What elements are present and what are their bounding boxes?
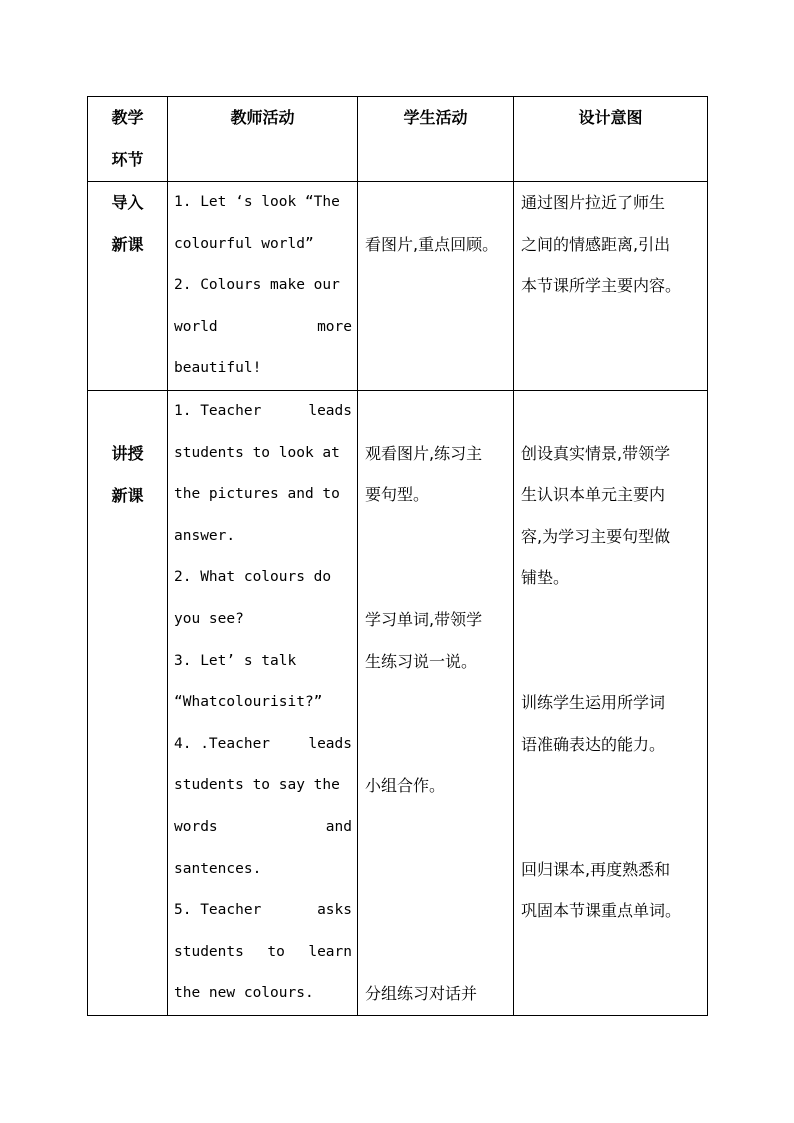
text-line: 巩固本节课重点单词。 — [521, 901, 682, 921]
text-line: students to look at — [174, 444, 340, 461]
blank-line — [365, 516, 509, 558]
text-line: 生练习说一说。 — [365, 651, 478, 671]
text-line: 分组练习对话并 — [365, 984, 478, 1004]
text-line: beautiful! — [174, 360, 262, 377]
text-line: 看图片,重点回顾。 — [365, 234, 499, 254]
header-teacher — [168, 97, 358, 182]
teacher-activity-cell — [168, 182, 358, 391]
blank-line — [521, 765, 703, 807]
student-activity-cell — [358, 182, 514, 391]
stage-cell — [88, 390, 168, 1015]
justified-line — [174, 724, 352, 766]
text-line: 学习单词,带领学 — [365, 609, 483, 629]
blank-line — [365, 890, 509, 932]
header-student — [358, 97, 514, 182]
word: asks — [317, 902, 352, 919]
text-line: 训练学生运用所学词 — [521, 693, 666, 713]
justified-line — [174, 890, 352, 932]
blank-line — [365, 849, 509, 891]
header-teacher-label: 教师活动 — [230, 108, 295, 127]
stage-line: 讲授 — [111, 443, 144, 463]
text-line: 2. What colours do — [174, 569, 332, 586]
header-design — [514, 97, 708, 182]
text-line: colourful world” — [174, 235, 314, 252]
text-line: 回归课本,再度熟悉和 — [521, 859, 671, 879]
blank-line — [365, 932, 509, 974]
text-line: 语准确表达的能力。 — [521, 734, 666, 754]
text-line: 生认识本单元主要内 — [521, 485, 666, 505]
text-line: 小组合作。 — [365, 776, 446, 796]
teacher-activity-cell — [168, 390, 358, 1015]
blank-line — [365, 682, 509, 724]
text-line: answer. — [174, 527, 236, 544]
blank-line — [365, 807, 509, 849]
header-student-label: 学生活动 — [403, 108, 468, 127]
justified-line — [174, 807, 352, 849]
text-line: you see? — [174, 610, 244, 627]
text-line: santences. — [174, 860, 262, 877]
word: leads — [308, 735, 352, 752]
word: words — [174, 818, 218, 835]
text-line: the pictures and to — [174, 486, 340, 503]
text-line: 要句型。 — [365, 485, 430, 505]
student-activity-cell — [358, 390, 514, 1015]
table-row — [88, 390, 708, 1015]
text-line: 铺垫。 — [521, 568, 570, 588]
blank-line — [365, 724, 509, 766]
blank-line — [365, 557, 509, 599]
word: 1. Teacher — [174, 402, 262, 419]
word: 4. .Teacher — [174, 735, 271, 752]
text-line: 3. Let’ s talk — [174, 652, 297, 669]
blank-line — [521, 599, 703, 641]
justified-line — [174, 391, 352, 433]
text-line: 本节课所学主要内容。 — [521, 276, 682, 296]
stage-line: 新课 — [111, 485, 144, 505]
blank-line — [521, 391, 703, 433]
blank-line — [365, 391, 509, 433]
text-line: the new colours. — [174, 985, 314, 1002]
table-row — [88, 182, 708, 391]
lesson-plan-table — [87, 96, 708, 1016]
word: students — [174, 943, 244, 960]
header-stage — [88, 97, 168, 182]
blank-line — [365, 182, 509, 224]
word: learn — [308, 943, 352, 960]
justified-line — [174, 307, 352, 349]
blank-line — [521, 807, 703, 849]
stage-cell — [88, 182, 168, 391]
text-line: 之间的情感距离,引出 — [521, 234, 671, 254]
text-line: students to say the — [174, 777, 340, 794]
design-intent-cell — [514, 390, 708, 1015]
word: more — [317, 318, 352, 335]
word: 5. Teacher — [174, 902, 262, 919]
header-stage-line: 教学 — [111, 108, 144, 127]
word: and — [325, 818, 352, 835]
text-line: 观看图片,练习主 — [365, 443, 483, 463]
word: world — [174, 318, 218, 335]
text-line: 1. Let ‘s look “The — [174, 194, 340, 210]
text-line: 容,为学习主要句型做 — [521, 526, 671, 546]
blank-line — [521, 641, 703, 683]
justified-line — [174, 932, 352, 974]
header-design-label: 设计意图 — [578, 108, 643, 127]
word: to — [267, 943, 285, 960]
text-line: 创设真实情景,带领学 — [521, 443, 671, 463]
design-intent-cell — [514, 182, 708, 391]
stage-line: 新课 — [111, 235, 144, 254]
text-line: 通过图片拉近了师生 — [521, 193, 666, 212]
text-line: 2. Colours make our — [174, 277, 340, 294]
stage-line: 导入 — [111, 193, 144, 212]
word: leads — [308, 402, 352, 419]
text-line: “Whatcolourisit?” — [174, 694, 323, 711]
header-stage-line: 环节 — [111, 150, 144, 169]
table-header-row — [88, 97, 708, 182]
